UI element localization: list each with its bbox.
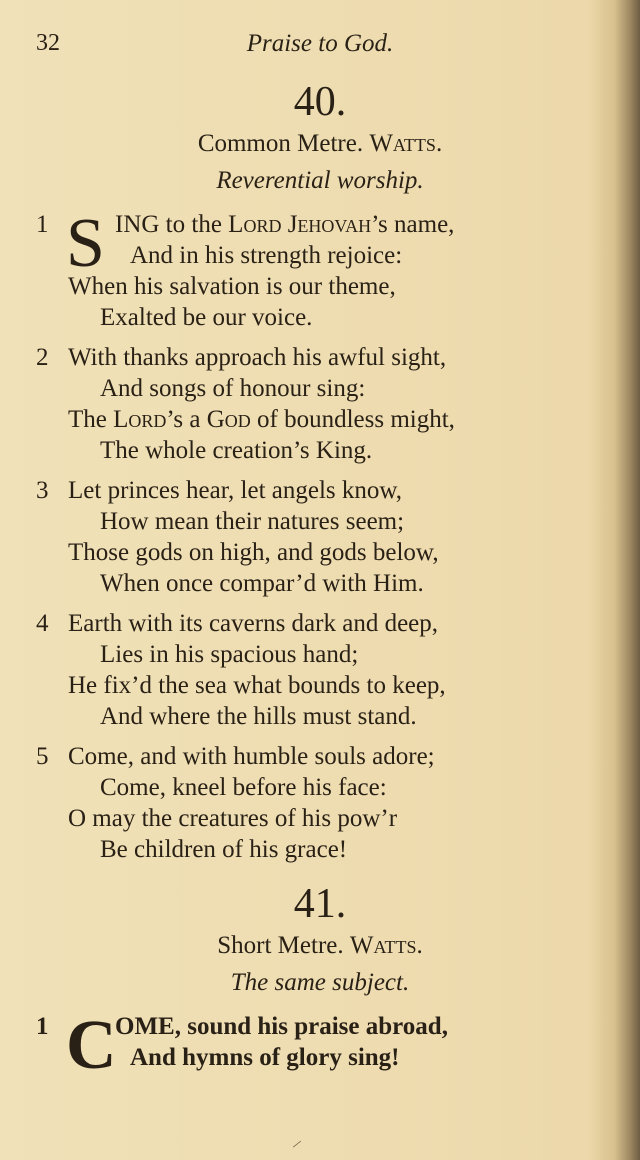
text-segment: The whole creation’s King. (100, 437, 373, 464)
verse-line (0, 404, 640, 435)
verse-line (0, 608, 640, 639)
verse-line (0, 435, 640, 466)
text-segment: And songs of honour sing: (100, 375, 366, 402)
hymn-number: 41. (293, 881, 347, 927)
verse-line (0, 506, 640, 537)
verse-line (0, 670, 640, 701)
text-segment: . (435, 130, 443, 157)
text-segment: ING to the (115, 211, 229, 238)
verse-number: 1 (36, 211, 49, 238)
drop-cap: S (66, 205, 105, 282)
verse-line (0, 568, 640, 599)
text-segment: Common Metre. (197, 130, 370, 157)
text-segment: OME, sound his praise abroad, (115, 1013, 448, 1040)
text-segment: The (68, 406, 114, 433)
verse-line (0, 741, 640, 772)
text-segment: . (416, 932, 423, 959)
verse-line (0, 240, 640, 271)
verse-line (0, 209, 640, 240)
small-caps-text: God (206, 406, 251, 433)
small-caps-text: Lord (113, 406, 167, 433)
verse-line (0, 271, 640, 302)
text-segment: Exalted be our voice. (100, 304, 313, 331)
verse-line (0, 537, 640, 568)
verse-line (0, 834, 640, 865)
text-segment: O may the creatures of his pow’r (68, 805, 398, 832)
verse-line (0, 1042, 640, 1073)
text-segment: Those gods on high, and gods below, (68, 539, 439, 566)
stanza (0, 741, 640, 865)
text-segment: Be children of his grace! (100, 836, 348, 863)
stanza (0, 475, 640, 599)
verse-number: 5 (36, 743, 49, 770)
page-number: 32 (36, 30, 60, 56)
verse-line (0, 475, 640, 506)
text-segment: Lies in his spacious hand; (100, 641, 359, 668)
text-segment: And hymns of glory sing! (130, 1044, 400, 1071)
verse-line (0, 772, 640, 803)
stanza (0, 1007, 640, 1084)
stanza (0, 342, 640, 466)
text-segment: And where the hills must stand. (100, 703, 417, 730)
text-segment: ’s name, (371, 211, 455, 238)
verse-line (0, 1011, 640, 1042)
verse-line (0, 302, 640, 333)
verse-line (0, 373, 640, 404)
hymn-subject: Reverential worship. (216, 167, 424, 194)
hymn-subject: The same subject. (230, 969, 410, 996)
hymn-number: 40. (293, 79, 347, 125)
hymn-40 (0, 78, 640, 865)
verse-line (0, 803, 640, 834)
drop-cap: C (66, 1007, 117, 1084)
small-caps-text: Lord Jehovah (228, 211, 372, 238)
text-segment: When once compar’d with Him. (100, 570, 424, 597)
verse-line (0, 639, 640, 670)
hymn-metre (0, 928, 640, 964)
text-segment: He fix’d the sea what bounds to keep, (68, 672, 446, 699)
verse-number: 2 (36, 344, 49, 371)
printer-mark: ⸝ (292, 1130, 301, 1150)
verse-number: 1 (36, 1013, 49, 1040)
hymn-41 (0, 880, 640, 1084)
text-segment: Let princes hear, let angels know, (68, 477, 403, 504)
stanza (0, 608, 640, 732)
text-segment: With thanks approach his awful sight, (68, 344, 447, 371)
hymn-metre (0, 126, 640, 162)
text-segment: Earth with its caverns dark and deep, (68, 610, 439, 637)
text-segment: And in his strength rejoice: (130, 242, 403, 269)
text-segment: When his salvation is our theme, (68, 273, 396, 300)
text-segment: Short Metre. (217, 932, 350, 959)
text-segment: How mean their natures seem; (100, 508, 405, 535)
running-title: Praise to God. (246, 30, 394, 57)
small-caps-text: Watts (369, 130, 436, 157)
text-segment: Come, and with humble souls adore; (68, 743, 435, 770)
verse-number: 3 (36, 477, 49, 504)
text-segment: ’s a (166, 406, 207, 433)
text-segment: Come, kneel before his face: (100, 774, 387, 801)
verse-number: 4 (36, 610, 49, 637)
text-segment: of boundless might, (250, 406, 455, 433)
verse-line (0, 701, 640, 732)
small-caps-text: Watts (349, 932, 417, 959)
stanza (0, 205, 640, 333)
running-header (0, 30, 620, 70)
verse-line (0, 342, 640, 373)
